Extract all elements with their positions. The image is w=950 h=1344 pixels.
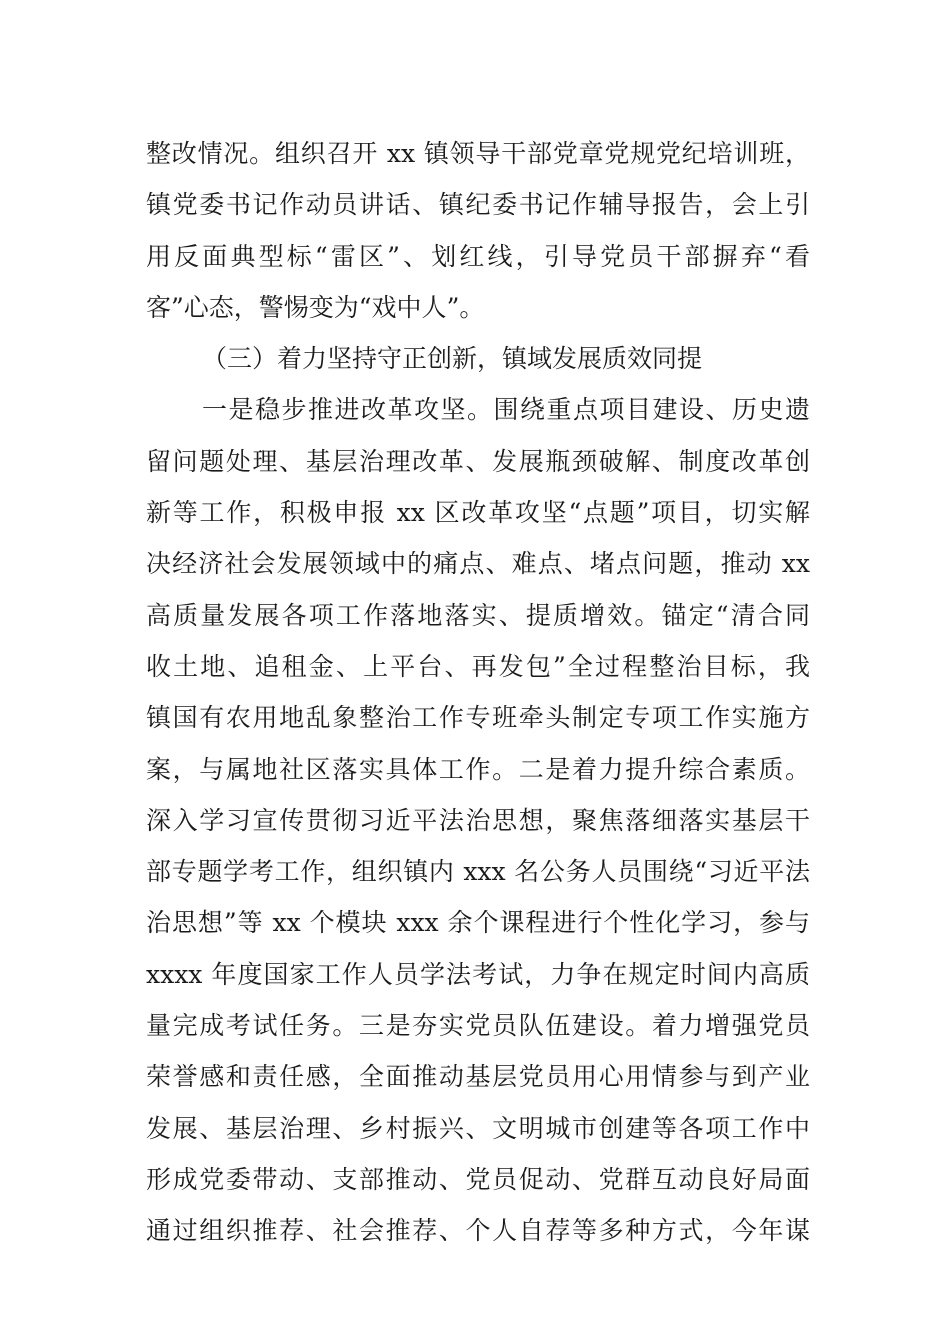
text-line: 客”心态，警惕变为“戏中人”。 — [146, 292, 485, 322]
text-line: 高质量发展各项工作落地落实、提质增效。锚定“清合同 — [146, 600, 810, 630]
document-body — [146, 128, 810, 1257]
text-line: 镇国有农用地乱象整治工作专班牵头制定专项工作实施方 — [146, 703, 810, 733]
text-line: 发展、基层治理、乡村振兴、文明城市创建等各项工作中 — [146, 1113, 810, 1143]
text-line: 镇党委书记作动员讲话、镇纪委书记作辅导报告，会上引 — [146, 190, 810, 220]
text-line: 整改情况。组织召开 xx 镇领导干部党章党规党纪培训班， — [146, 139, 810, 168]
text-line: 案，与属地社区落实具体工作。二是着力提升综合素质。 — [146, 754, 810, 784]
text-line: 通过组织推荐、社会推荐、个人自荐等多种方式，今年谋 — [146, 1216, 810, 1246]
section-heading: （三）着力坚持守正创新，镇域发展质效同提 — [202, 344, 703, 374]
text-line: 用反面典型标“雷区”、划红线，引导党员干部摒弃“看 — [146, 241, 810, 271]
text-line: 荣誉感和责任感，全面推动基层党员用心用情参与到产业 — [146, 1062, 810, 1092]
text-line: 治思想”等 xx 个模块 xxx 余个课程进行个性化学习，参与 — [146, 908, 810, 938]
text-line: 留问题处理、基层治理改革、发展瓶颈破解、制度改革创 — [146, 446, 810, 476]
text-line: 深入学习宣传贯彻习近平法治思想，聚焦落细落实基层干 — [146, 805, 810, 835]
text-line: 新等工作，积极申报 xx 区改革攻坚“点题”项目，切实解 — [146, 498, 810, 528]
text-line: 量完成考试任务。三是夯实党员队伍建设。着力增强党员 — [146, 1011, 810, 1041]
text-line: xxxx 年度国家工作人员学法考试，力争在规定时间内高质 — [146, 959, 810, 989]
text-line: 收土地、追租金、上平台、再发包”全过程整治目标，我 — [146, 651, 810, 681]
text-line: 一是稳步推进改革攻坚。围绕重点项目建设、历史遗 — [202, 395, 810, 425]
text-line: 形成党委带动、支部推动、党员促动、党群互动良好局面 — [146, 1164, 810, 1194]
text-line: 部专题学考工作，组织镇内 xxx 名公务人员围绕“习近平法 — [146, 857, 810, 887]
text-line: 决经济社会发展领域中的痛点、难点、堵点问题，推动 xx — [146, 549, 810, 579]
